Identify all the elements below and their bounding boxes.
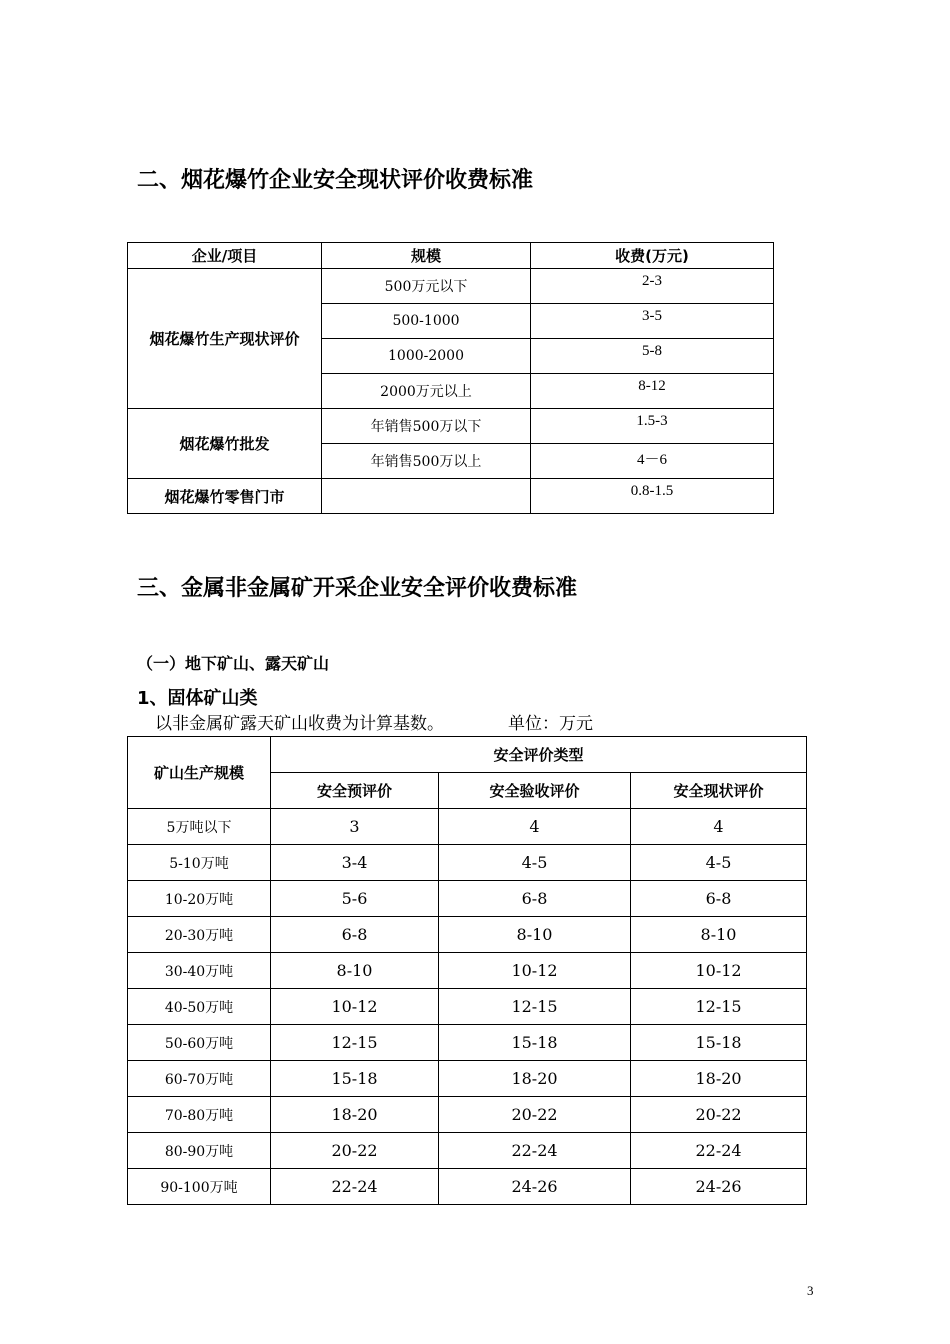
col-header-enterprise: 企业/项目 — [128, 243, 322, 269]
table-row — [128, 809, 807, 845]
scale-cell: 500-1000 — [322, 304, 531, 339]
table-row — [128, 269, 774, 304]
table-row — [128, 881, 807, 917]
fee-cell: 20-22 — [271, 1133, 439, 1169]
fee-cell: 6-8 — [439, 881, 631, 917]
fee-cell: 8-10 — [271, 953, 439, 989]
fee-cell: 2-3 — [531, 269, 774, 304]
fee-cell: 12-15 — [439, 989, 631, 1025]
fee-cell: 1.5-3 — [531, 409, 774, 444]
mine-fee-table — [127, 736, 807, 1205]
col-header-scale: 规模 — [322, 243, 531, 269]
fee-cell: 18-20 — [271, 1097, 439, 1133]
fee-cell: 20-22 — [439, 1097, 631, 1133]
scale-cell: 90-100万吨 — [128, 1169, 271, 1205]
mine-table-body — [128, 809, 807, 1205]
col-header-fee: 收费(万元) — [531, 243, 774, 269]
fee-cell: 15-18 — [631, 1025, 807, 1061]
table-row — [128, 917, 807, 953]
table-row — [128, 1061, 807, 1097]
scale-cell — [322, 479, 531, 514]
scale-cell: 年销售500万以上 — [322, 444, 531, 479]
fee-cell: 4-5 — [439, 845, 631, 881]
table-row — [128, 1097, 807, 1133]
table-header-row — [128, 243, 774, 269]
calculation-note — [155, 713, 593, 735]
scale-cell: 年销售500万以下 — [322, 409, 531, 444]
scale-cell: 10-20万吨 — [128, 881, 271, 917]
fee-cell: 4-5 — [631, 845, 807, 881]
fee-cell: 4－6 — [531, 444, 774, 479]
scale-cell: 5万吨以下 — [128, 809, 271, 845]
fee-cell: 15-18 — [439, 1025, 631, 1061]
section3-subsubtitle: 1、固体矿山类 — [137, 688, 258, 709]
fee-cell: 3-5 — [531, 304, 774, 339]
fee-cell: 3-4 — [271, 845, 439, 881]
fee-cell: 6-8 — [271, 917, 439, 953]
unit-text: 单位：万元 — [508, 714, 593, 734]
scale-cell: 70-80万吨 — [128, 1097, 271, 1133]
page-number: 3 — [807, 1283, 814, 1298]
scale-cell: 30-40万吨 — [128, 953, 271, 989]
fee-cell: 15-18 — [271, 1061, 439, 1097]
fee-cell: 5-6 — [271, 881, 439, 917]
fee-cell: 22-24 — [439, 1133, 631, 1169]
section2-title: 二、烟花爆竹企业安全现状评价收费标准 — [137, 168, 534, 193]
group-name: 烟花爆竹零售门市 — [128, 479, 322, 514]
fee-cell: 4 — [631, 809, 807, 845]
scale-cell: 80-90万吨 — [128, 1133, 271, 1169]
fee-cell: 8-10 — [631, 917, 807, 953]
table-row — [128, 989, 807, 1025]
fee-cell: 24-26 — [439, 1169, 631, 1205]
fee-cell: 24-26 — [631, 1169, 807, 1205]
fee-cell: 10-12 — [271, 989, 439, 1025]
row-header-mine-scale: 矿山生产规模 — [128, 737, 271, 809]
fee-cell: 18-20 — [631, 1061, 807, 1097]
note-text: 以非金属矿露天矿山收费为计算基数。 — [155, 714, 444, 734]
table-row — [128, 845, 807, 881]
fee-cell: 8-10 — [439, 917, 631, 953]
table-row — [128, 1169, 807, 1205]
fee-cell: 22-24 — [631, 1133, 807, 1169]
scale-cell: 1000-2000 — [322, 339, 531, 374]
fee-cell: 0.8-1.5 — [531, 479, 774, 514]
scale-cell: 2000万元以上 — [322, 374, 531, 409]
table-row — [128, 409, 774, 444]
col-header-status-evaluation: 安全现状评价 — [631, 773, 807, 809]
group-name: 烟花爆竹生产现状评价 — [128, 269, 322, 409]
fee-cell: 3 — [271, 809, 439, 845]
fee-cell: 22-24 — [271, 1169, 439, 1205]
group-header-evaluation-type: 安全评价类型 — [271, 737, 807, 773]
section3-title: 三、金属非金属矿开采企业安全评价收费标准 — [137, 576, 578, 601]
table-header-row — [128, 737, 807, 773]
fee-cell: 10-12 — [439, 953, 631, 989]
table-row — [128, 1133, 807, 1169]
table-row — [128, 479, 774, 514]
table-row — [128, 1025, 807, 1061]
fee-cell: 12-15 — [271, 1025, 439, 1061]
fireworks-fee-table — [127, 242, 774, 514]
fee-cell: 5-8 — [531, 339, 774, 374]
scale-cell: 500万元以下 — [322, 269, 531, 304]
section3-subtitle: （一）地下矿山、露天矿山 — [137, 654, 330, 673]
scale-cell: 5-10万吨 — [128, 845, 271, 881]
fee-cell: 20-22 — [631, 1097, 807, 1133]
scale-cell: 50-60万吨 — [128, 1025, 271, 1061]
scale-cell: 40-50万吨 — [128, 989, 271, 1025]
fee-cell: 4 — [439, 809, 631, 845]
fee-cell: 6-8 — [631, 881, 807, 917]
scale-cell: 20-30万吨 — [128, 917, 271, 953]
group-name: 烟花爆竹批发 — [128, 409, 322, 479]
table-row — [128, 953, 807, 989]
col-header-pre-evaluation: 安全预评价 — [271, 773, 439, 809]
fee-cell: 8-12 — [531, 374, 774, 409]
fee-cell: 18-20 — [439, 1061, 631, 1097]
scale-cell: 60-70万吨 — [128, 1061, 271, 1097]
col-header-acceptance-evaluation: 安全验收评价 — [439, 773, 631, 809]
fee-cell: 12-15 — [631, 989, 807, 1025]
fee-cell: 10-12 — [631, 953, 807, 989]
